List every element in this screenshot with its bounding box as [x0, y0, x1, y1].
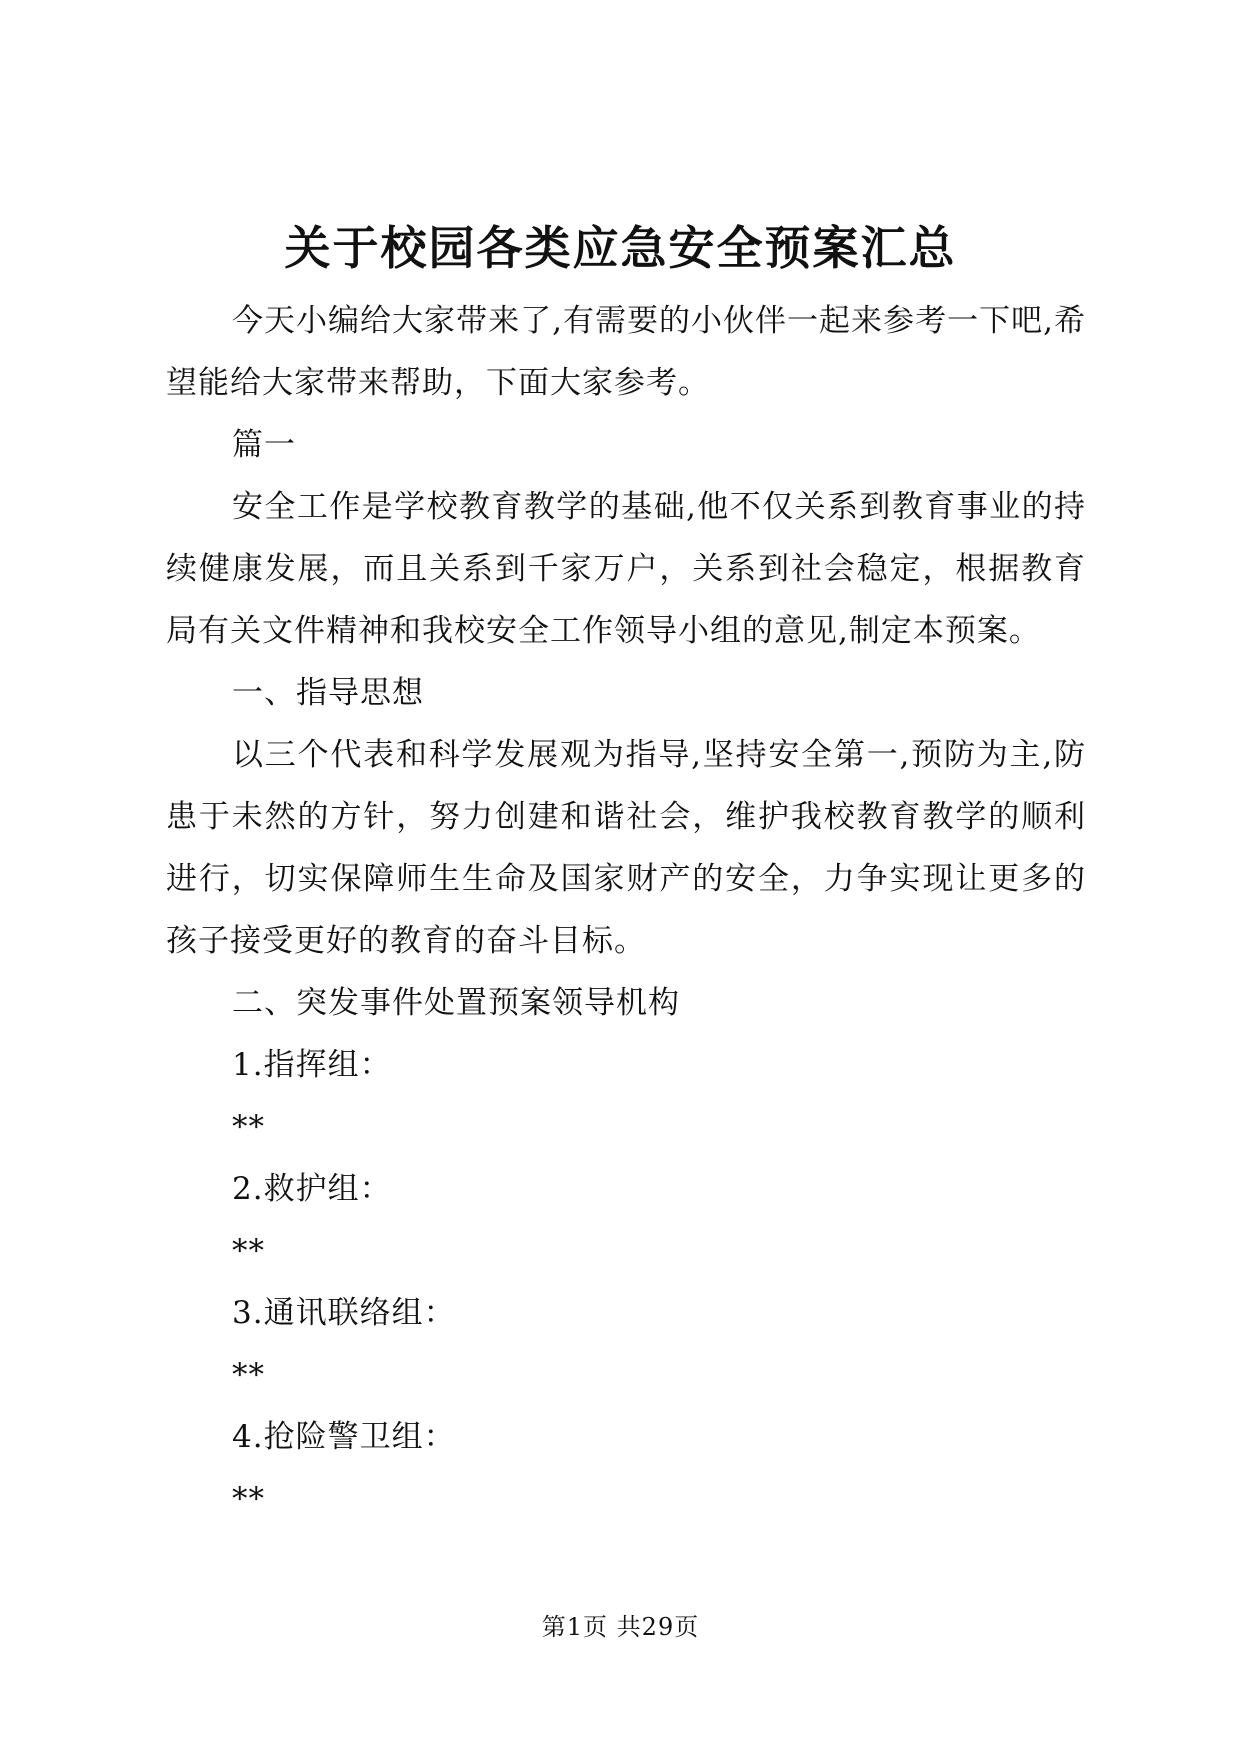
- document-title: 关于校园各类应急安全预案汇总: [284, 221, 957, 275]
- heading-leadership: 二、突发事件处置预案领导机构: [232, 985, 680, 1021]
- list-item-command-group: 1.指挥组：: [232, 1047, 392, 1083]
- list-item-communication-group: 3.通讯联络组：: [232, 1295, 456, 1331]
- document-body: [166, 290, 1086, 1530]
- list-item-placeholder: **: [232, 1233, 265, 1269]
- list-item-placeholder: **: [232, 1109, 265, 1145]
- paragraph-intro: 今天小编给大家带来了,有需要的小伙伴一起来参考一下吧,希望能给大家带来帮助，下面大家参考。: [166, 303, 1086, 401]
- page-number-footer: 第1页 共29页: [541, 1613, 700, 1641]
- list-item-placeholder: **: [232, 1481, 265, 1517]
- list-item-rescue-group: 2.救护组：: [232, 1171, 392, 1207]
- paragraph-section-label: 篇一: [232, 427, 296, 463]
- paragraph-preamble: 安全工作是学校教育教学的基础,他不仅关系到教育事业的持续健康发展，而且关系到千家万户，关系到社会稳定，根据教育局有关文件精神和我校安全工作领导小组的意见,制定本预案。: [166, 489, 1086, 649]
- heading-guiding-thought: 一、指导思想: [232, 675, 424, 711]
- paragraph-guiding-thought: 以三个代表和科学发展观为指导,坚持安全第一,预防为主,防患于未然的方针，努力创建和谐社会，维护我校教育教学的顺利进行，切实保障师生生命及国家财产的安全，力争实现让更多的孩子接受更好的教育的奋斗目标。: [166, 737, 1086, 959]
- list-item-placeholder: **: [232, 1357, 265, 1393]
- list-item-guard-group: 4.抢险警卫组：: [232, 1419, 456, 1455]
